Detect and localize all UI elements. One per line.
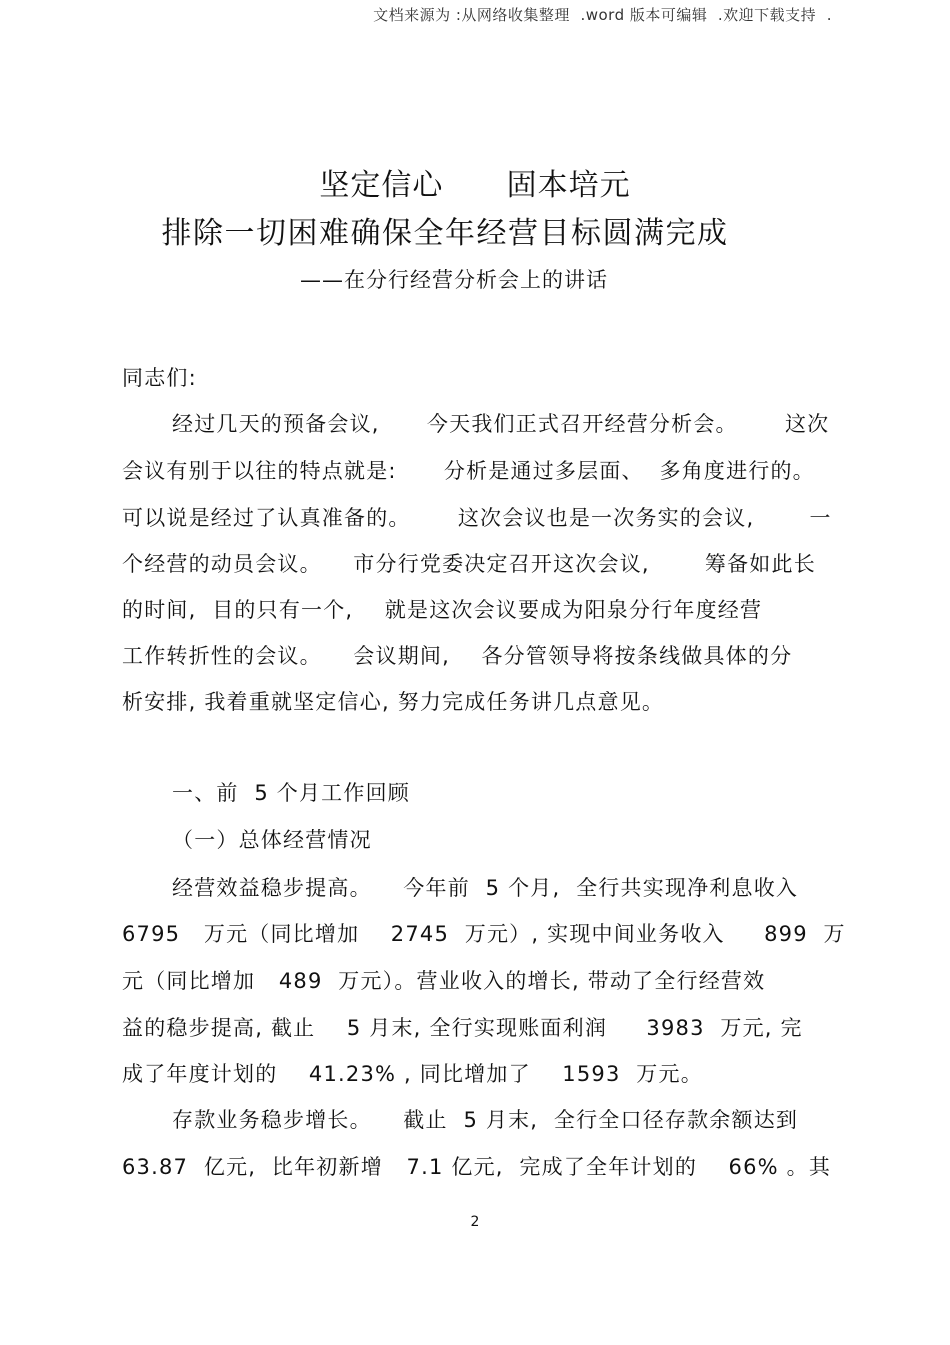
paragraph-line: 经营效益稳步提高。 今年前 5 个月, 全行共实现净利息收入 — [172, 876, 799, 900]
paragraph-line: 析安排, 我着重就坚定信心, 努力完成任务讲几点意见。 — [122, 690, 665, 714]
paragraph-line: 会议有别于以往的特点就是: 分析是通过多层面、 多角度进行的。 — [122, 459, 815, 483]
paragraph-line: 个经营的动员会议。 市分行党委决定召开这次会议, 筹备如此长 — [122, 552, 816, 576]
salutation: 同志们: — [122, 366, 197, 390]
paragraph-line: 存款业务稳步增长。 截止 5 月末, 全行全口径存款余额达到 — [172, 1108, 799, 1132]
paragraph-line: 63.87 亿元, 比年初新增 7.1 亿元, 完成了全年计划的 66% 。其 — [122, 1155, 832, 1179]
paragraph-line: 可以说是经过了认真准备的。 这次会议也是一次务实的会议, 一 — [122, 506, 832, 530]
subsection-heading: （一）总体经营情况 — [172, 828, 372, 852]
paragraph-line: 经过几天的预备会议, 今天我们正式召开经营分析会。 这次 — [172, 412, 830, 436]
paragraph-line: 工作转折性的会议。 会议期间, 各分管领导将按条线做具体的分 — [122, 644, 793, 668]
title-line-2: 排除一切困难确保全年经营目标圆满完成 — [161, 216, 729, 251]
title-line-1: 坚定信心 固本培元 — [319, 168, 631, 203]
paragraph-line: 6795 万元（同比增加 2745 万元）, 实现中间业务收入 899 万 — [122, 922, 846, 946]
paragraph-line: 元（同比增加 489 万元）。营业收入的增长, 带动了全行经营效 — [122, 969, 766, 993]
section-heading: 一、前 5 个月工作回顾 — [172, 781, 410, 805]
paragraph-line: 成了年度计划的 41.23% , 同比增加了 1593 万元。 — [122, 1062, 703, 1086]
subtitle: ——在分行经营分析会上的讲话 — [300, 268, 608, 292]
paragraph-line: 的时间, 目的只有一个, 就是这次会议要成为阳泉分行年度经营 — [122, 598, 763, 622]
page-number: 2 — [470, 1214, 480, 1230]
paragraph-line: 益的稳步提高, 截止 5 月末, 全行实现账面利润 3983 万元, 完 — [122, 1016, 803, 1040]
header-source-note: 文档来源为 :从网络收集整理 .word 版本可编辑 .欢迎下载支持 . — [373, 6, 832, 24]
